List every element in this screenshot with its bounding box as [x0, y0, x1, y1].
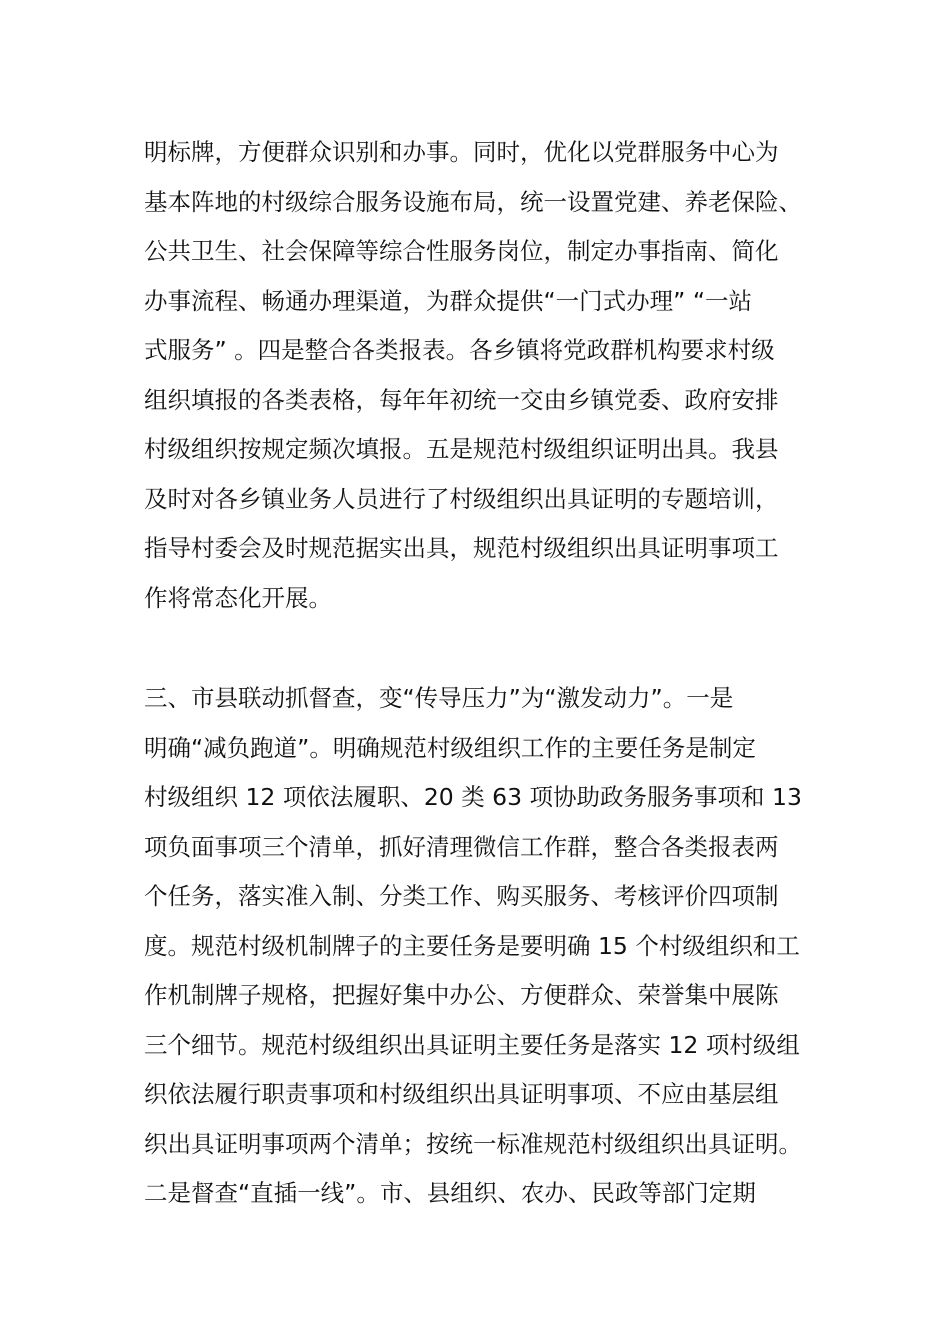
text-line: 度。规范村级机制牌子的主要任务是要明确 15 个村级组织和工: [144, 931, 800, 960]
text-line: 明确“减负跑道”。明确规范村级组织工作的主要任务是制定: [144, 733, 756, 762]
paragraph-1: [144, 128, 834, 623]
text-line: 及时对各乡镇业务人员进行了村级组织出具证明的专题培训，: [144, 484, 779, 513]
text-line: 指导村委会及时规范据实出具，规范村级组织出具证明事项工: [144, 534, 779, 562]
text-line: 个任务，落实准入制、分类工作、购买服务、考核评价四项制: [144, 882, 779, 910]
text-line: 项负面事项三个清单，抓好清理微信工作群，整合各类报表两: [144, 832, 779, 861]
text-line: 组织填报的各类表格，每年年初统一交由乡镇党委、政府安排: [144, 385, 779, 414]
text-line: 二是督查“直插一线”。市、县组织、农办、民政等部门定期: [144, 1179, 756, 1207]
text-line: 明标牌，方便群众识别和办事。同时，优化以党群服务中心为: [144, 138, 779, 166]
text-line: 公共卫生、社会保障等综合性服务岗位，制定办事指南、简化: [144, 237, 779, 265]
text-line: 村级组织 12 项依法履职、20 类 63 项协助政务服务事项和 13: [144, 783, 802, 811]
text-line: 三个细节。规范村级组织出具证明主要任务是落实 12 项村级组: [144, 1030, 800, 1059]
text-line: 村级组织按规定频次填报。五是规范村级组织证明出具。我县: [144, 435, 779, 463]
text-line: 作将常态化开展。: [144, 583, 332, 612]
text-line: 式服务” 。四是整合各类报表。各乡镇将党政群机构要求村级: [144, 336, 775, 364]
text-line: 基本阵地的村级综合服务设施布局，统一设置党建、养老保险、: [144, 187, 802, 216]
text-line: 作机制牌子规格，把握好集中办公、方便群众、荣誉集中展陈: [144, 981, 779, 1009]
text-line: 织依法履行职责事项和村级组织出具证明事项、不应由基层组: [144, 1080, 779, 1108]
text-line: 织出具证明事项两个清单；按统一标准规范村级组织出具证明。: [144, 1129, 802, 1158]
paragraph-2: [144, 674, 834, 1219]
text-line: 三、市县联动抓督查，变“传导压力”为“激发动力”。一是: [144, 684, 734, 712]
text-line: 办事流程、畅通办理渠道，为群众提供“一门式办理” “一站: [144, 286, 752, 315]
